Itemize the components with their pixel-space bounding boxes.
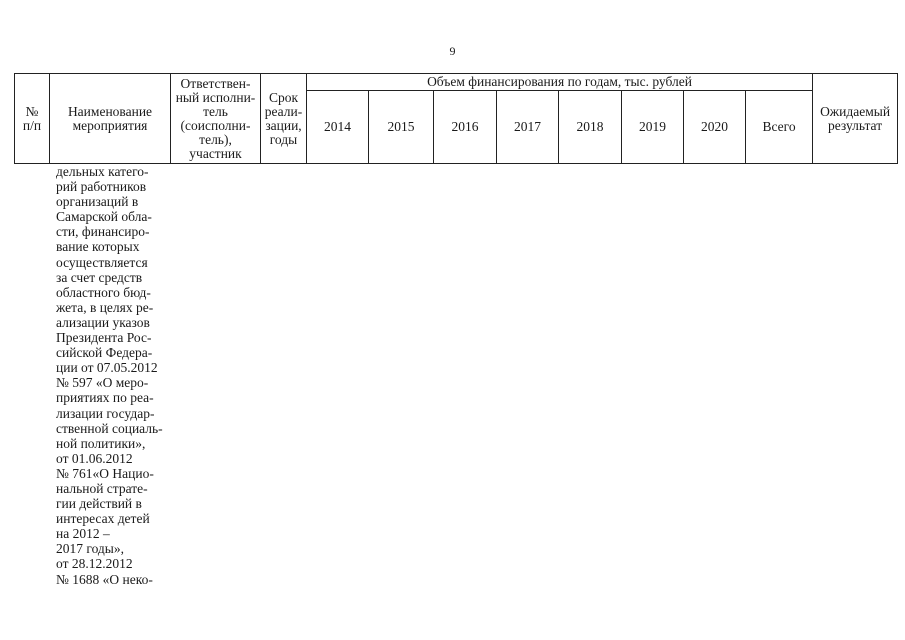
header-term: Срок реали- зации, годы bbox=[261, 74, 307, 164]
text-line: приятиях по реа- bbox=[56, 390, 154, 406]
text-line: от 28.12.2012 bbox=[56, 556, 133, 572]
text-line: № 761«О Нацио- bbox=[56, 465, 154, 481]
text-line: Самарской обла- bbox=[56, 209, 152, 225]
text-line: ции от 07.05.2012 bbox=[56, 360, 158, 376]
text-line: № 1688 «О неко- bbox=[56, 571, 153, 587]
text-line: осуществляется bbox=[56, 254, 148, 270]
text-line: ной политики», bbox=[56, 435, 146, 451]
text-line: интересах детей bbox=[56, 511, 150, 527]
text-line: рий работников bbox=[56, 179, 147, 195]
text-line: ственной социаль- bbox=[56, 420, 163, 436]
text-line: организаций в bbox=[56, 194, 139, 210]
header-year-2014: 2014 bbox=[307, 91, 369, 164]
text-line: жета, в целях ре- bbox=[56, 299, 154, 315]
header-year-2018: 2018 bbox=[559, 91, 622, 164]
header-executor: Ответствен- ный исполни- тель (соисполни- тель), участник bbox=[171, 74, 261, 164]
text-line: от 01.06.2012 bbox=[56, 450, 133, 466]
header-year-2017: 2017 bbox=[497, 91, 559, 164]
program-table bbox=[14, 73, 898, 164]
measure-name-continuation bbox=[56, 164, 172, 587]
text-line: гии действий в bbox=[56, 496, 142, 512]
text-line: сти, финансиро- bbox=[56, 224, 150, 240]
text-line: на 2012 – bbox=[56, 526, 110, 542]
text-line: ализации указов bbox=[56, 314, 150, 330]
header-year-2016: 2016 bbox=[434, 91, 497, 164]
header-number: № п/п bbox=[15, 74, 50, 164]
header-year-2015: 2015 bbox=[369, 91, 434, 164]
header-funding-group: Объем финансирования по годам, тыс. рублей bbox=[307, 74, 813, 91]
header-total: Всего bbox=[746, 91, 813, 164]
header-measure-name: Наименование мероприятия bbox=[50, 74, 171, 164]
text-line: за счет средств bbox=[56, 269, 143, 285]
text-line: 2017 годы», bbox=[56, 541, 125, 557]
text-line: вание которых bbox=[56, 239, 140, 255]
text-line: сийской Федера- bbox=[56, 345, 153, 361]
header-year-2019: 2019 bbox=[622, 91, 684, 164]
text-line: дельных катего- bbox=[56, 164, 149, 179]
text-line: нальной страте- bbox=[56, 480, 148, 496]
text-line: Президента Рос- bbox=[56, 330, 152, 346]
header-year-2020: 2020 bbox=[684, 91, 746, 164]
text-line: лизации государ- bbox=[56, 405, 155, 421]
text-line: областного бюд- bbox=[56, 284, 151, 300]
page-number: 9 bbox=[449, 44, 456, 58]
header-expected-result: Ожидаемый результат bbox=[813, 74, 898, 164]
text-line: № 597 «О меро- bbox=[56, 375, 149, 391]
